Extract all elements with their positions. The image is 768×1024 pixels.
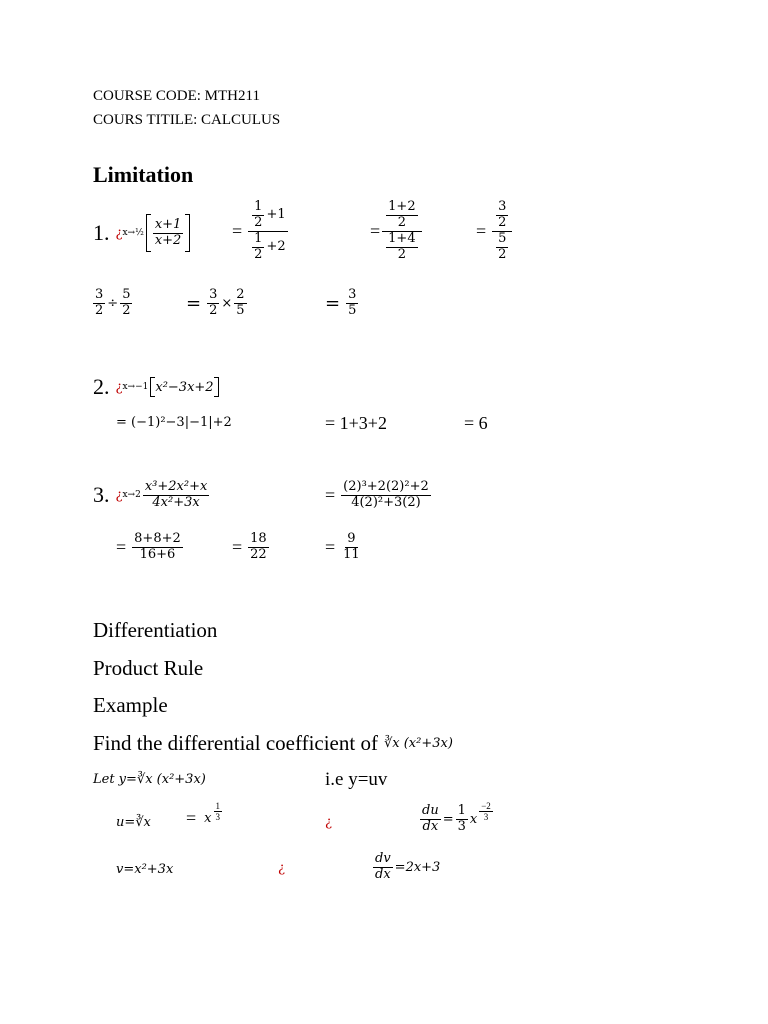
q3-limit-subscript: x→2 bbox=[122, 490, 141, 501]
q2-right-bracket bbox=[214, 377, 219, 397]
q1-step2-bottom bbox=[386, 232, 417, 263]
course-title: COURS TITILE: CALCULUS bbox=[93, 112, 281, 128]
q3-l2-equals3: = bbox=[325, 536, 336, 557]
q3-substitution bbox=[325, 480, 433, 511]
q1-s3-c: 5 bbox=[498, 230, 507, 246]
u-exp-d: 3 bbox=[215, 812, 220, 822]
q1-s2-dn: 1+4 bbox=[388, 230, 416, 246]
u-mark: ¿ bbox=[325, 815, 332, 830]
q1-step1-num-add: +1 bbox=[266, 206, 286, 222]
q3-l2-frac2 bbox=[248, 532, 269, 563]
q1-l2-cn: 3 bbox=[209, 287, 218, 302]
q2-limit-glyph: ¿ bbox=[115, 379, 123, 395]
q1-line2-frac-c bbox=[207, 288, 219, 319]
q1-s2-dd: 2 bbox=[397, 246, 407, 262]
q1-step2-top bbox=[386, 200, 417, 231]
q1-step1-fraction bbox=[248, 200, 287, 263]
q3-f2d: 22 bbox=[250, 546, 267, 562]
q1-step3-bottom bbox=[496, 232, 508, 263]
section-heading-differentiation: Differentiation bbox=[93, 618, 218, 642]
q1-step3-numerator bbox=[492, 200, 512, 232]
example-label: Example bbox=[93, 693, 168, 717]
subheading-product-rule: Product Rule bbox=[93, 656, 204, 680]
q2-number: 2. bbox=[93, 374, 110, 399]
q3-l2-equals1: = bbox=[116, 536, 127, 557]
q1-step3-equals: = bbox=[476, 220, 487, 241]
problem-text: Find the differential coefficient of bbox=[93, 731, 378, 755]
q1-step1 bbox=[232, 200, 290, 263]
q1-line2-times: × bbox=[221, 295, 233, 311]
du-dx-fraction bbox=[420, 804, 441, 835]
du-equals: = bbox=[442, 811, 454, 827]
q3-frac-num: x³+2x²+x bbox=[144, 479, 208, 494]
q3-line2-c bbox=[325, 532, 364, 563]
q2-step2: = 1+3+2 bbox=[325, 413, 387, 433]
v-mark: ¿ bbox=[278, 861, 285, 876]
q3-f3n: 9 bbox=[347, 531, 356, 546]
q1-line2-equals1: = bbox=[186, 292, 202, 314]
ie-line: i.e y=uv bbox=[325, 769, 388, 790]
q1-step3-top bbox=[496, 200, 508, 231]
q1-l2-dd: 5 bbox=[236, 302, 245, 318]
du-cn: 1 bbox=[457, 803, 466, 818]
u-pow-base: x bbox=[204, 811, 212, 826]
q1-l2-bn: 5 bbox=[122, 287, 131, 302]
dv-d: dx bbox=[375, 866, 391, 882]
q3-frac-den: 4x²+3x bbox=[152, 494, 200, 510]
q1-s3-b: 2 bbox=[498, 214, 507, 230]
du-exponent bbox=[479, 801, 493, 823]
q3-f1d: 16+6 bbox=[139, 546, 176, 562]
let-y-line: Let y=∛x (x²+3x) bbox=[93, 772, 206, 787]
section-heading-limitation: Limitation bbox=[93, 162, 194, 187]
q1-number: 1. bbox=[93, 220, 110, 245]
q1-limit-glyph: ¿ bbox=[115, 225, 123, 241]
u-pow-equals: = bbox=[186, 808, 197, 828]
q1-l2-rn: 3 bbox=[348, 287, 357, 302]
q1-l2-cd: 2 bbox=[209, 302, 218, 318]
q1-step3 bbox=[476, 200, 514, 263]
q1-s1-nn: 1 bbox=[254, 199, 263, 214]
q1-line2-frac-a bbox=[93, 288, 105, 319]
q1-l2-rd: 5 bbox=[348, 302, 357, 318]
q1-step1-equals: = bbox=[232, 220, 243, 241]
q1-line2-result bbox=[325, 288, 360, 319]
q1-line2-frac-d bbox=[234, 288, 246, 319]
q3-fraction bbox=[143, 480, 209, 511]
q2-substitution: = (−1)²−3|−1|+2 bbox=[116, 415, 232, 430]
q1-l2-ad: 2 bbox=[95, 302, 104, 318]
q1-step1-den-half bbox=[252, 232, 264, 263]
q1-l2-an: 3 bbox=[95, 287, 104, 302]
u-definition: u=∛x bbox=[116, 815, 151, 830]
u-exp-n: 1 bbox=[215, 800, 220, 811]
q3-sub-den: 4(2)²+3(2) bbox=[351, 494, 421, 510]
q1-line2-equals2: = bbox=[325, 292, 341, 314]
problem-statement bbox=[93, 731, 453, 756]
q1-s3-a: 3 bbox=[498, 199, 507, 214]
q1-s1-nd: 2 bbox=[254, 214, 263, 230]
q3-line2-a bbox=[116, 532, 185, 563]
q1-line2-mid bbox=[186, 288, 249, 319]
q1-step2-numerator bbox=[382, 200, 421, 232]
q2-expr: x²−3x+2 bbox=[155, 379, 214, 395]
q1-step2-fraction bbox=[382, 200, 421, 263]
q1-line2-left bbox=[91, 288, 134, 319]
q2-result: = 6 bbox=[464, 413, 488, 433]
q1-s1-dd: 2 bbox=[254, 246, 263, 262]
q1-step3-denominator bbox=[492, 232, 512, 263]
q3-sub-num: (2)³+2(2)²+2 bbox=[343, 479, 429, 494]
q1-right-bracket bbox=[185, 214, 190, 252]
dv-dx-line bbox=[371, 852, 440, 883]
q1-step1-numerator bbox=[248, 200, 287, 232]
du-base: x bbox=[469, 811, 478, 827]
q1-line2-frac-b bbox=[120, 288, 132, 319]
limit-q2-expression bbox=[93, 374, 219, 400]
limit-q1-expression bbox=[93, 214, 190, 252]
q3-limit-glyph: ¿ bbox=[115, 487, 123, 503]
dv-n: dv bbox=[375, 851, 391, 866]
q1-line2-divide: ÷ bbox=[107, 295, 119, 311]
q3-f1n: 8+8+2 bbox=[134, 531, 181, 546]
q3-number: 3. bbox=[93, 482, 110, 508]
q1-s2-nn: 1+2 bbox=[388, 199, 416, 214]
q1-step2 bbox=[370, 200, 424, 263]
q1-step2-denominator bbox=[382, 232, 421, 263]
du-coefficient bbox=[456, 804, 468, 835]
du-dx-line bbox=[418, 800, 495, 835]
q1-step1-num-half bbox=[252, 200, 264, 231]
course-code: COURSE CODE: MTH211 bbox=[93, 88, 260, 104]
q1-s3-d: 2 bbox=[498, 246, 507, 262]
q1-l2-bd: 2 bbox=[122, 302, 131, 318]
problem-expression: ∛x (x²+3x) bbox=[383, 736, 453, 751]
q3-f3d: 11 bbox=[343, 546, 360, 562]
q3-f2n: 18 bbox=[250, 531, 267, 546]
q1-line2-frac-r bbox=[346, 288, 358, 319]
q1-fraction bbox=[153, 218, 184, 249]
du-cd: 3 bbox=[457, 818, 466, 834]
du-en: −2 bbox=[481, 800, 491, 811]
du-ed: 3 bbox=[483, 811, 489, 822]
du-d: dx bbox=[422, 818, 439, 834]
q3-sub-equals: = bbox=[325, 484, 336, 505]
q2-limit-subscript: x→−1 bbox=[122, 382, 149, 392]
q1-s2-nd: 2 bbox=[397, 214, 407, 230]
dv-rhs: =2x+3 bbox=[394, 859, 441, 875]
q3-l2-frac3 bbox=[341, 532, 362, 563]
q3-line2-b bbox=[232, 532, 271, 563]
q1-left-bracket bbox=[146, 214, 151, 252]
q1-step1-denominator bbox=[248, 232, 287, 263]
v-definition: v=x²+3x bbox=[116, 862, 174, 877]
q1-s1-dn: 1 bbox=[254, 230, 263, 246]
u-power-form bbox=[186, 800, 224, 829]
q3-l2-equals2: = bbox=[232, 536, 243, 557]
q1-frac-den: x+2 bbox=[154, 232, 182, 248]
u-pow-exponent bbox=[214, 801, 223, 823]
limit-q3-expression bbox=[93, 480, 211, 511]
q1-limit-subscript: x→½ bbox=[122, 228, 144, 238]
q1-step2-equals: = bbox=[370, 220, 381, 241]
dv-dx-fraction bbox=[373, 852, 393, 883]
q1-l2-dn: 2 bbox=[236, 287, 245, 302]
q1-step3-fraction bbox=[492, 200, 512, 263]
q3-sub-fraction bbox=[341, 480, 431, 511]
q1-step1-den-add: +2 bbox=[266, 238, 286, 254]
q1-frac-num: x+1 bbox=[154, 216, 182, 232]
du-n: du bbox=[422, 803, 439, 818]
q3-l2-frac1 bbox=[132, 532, 183, 563]
